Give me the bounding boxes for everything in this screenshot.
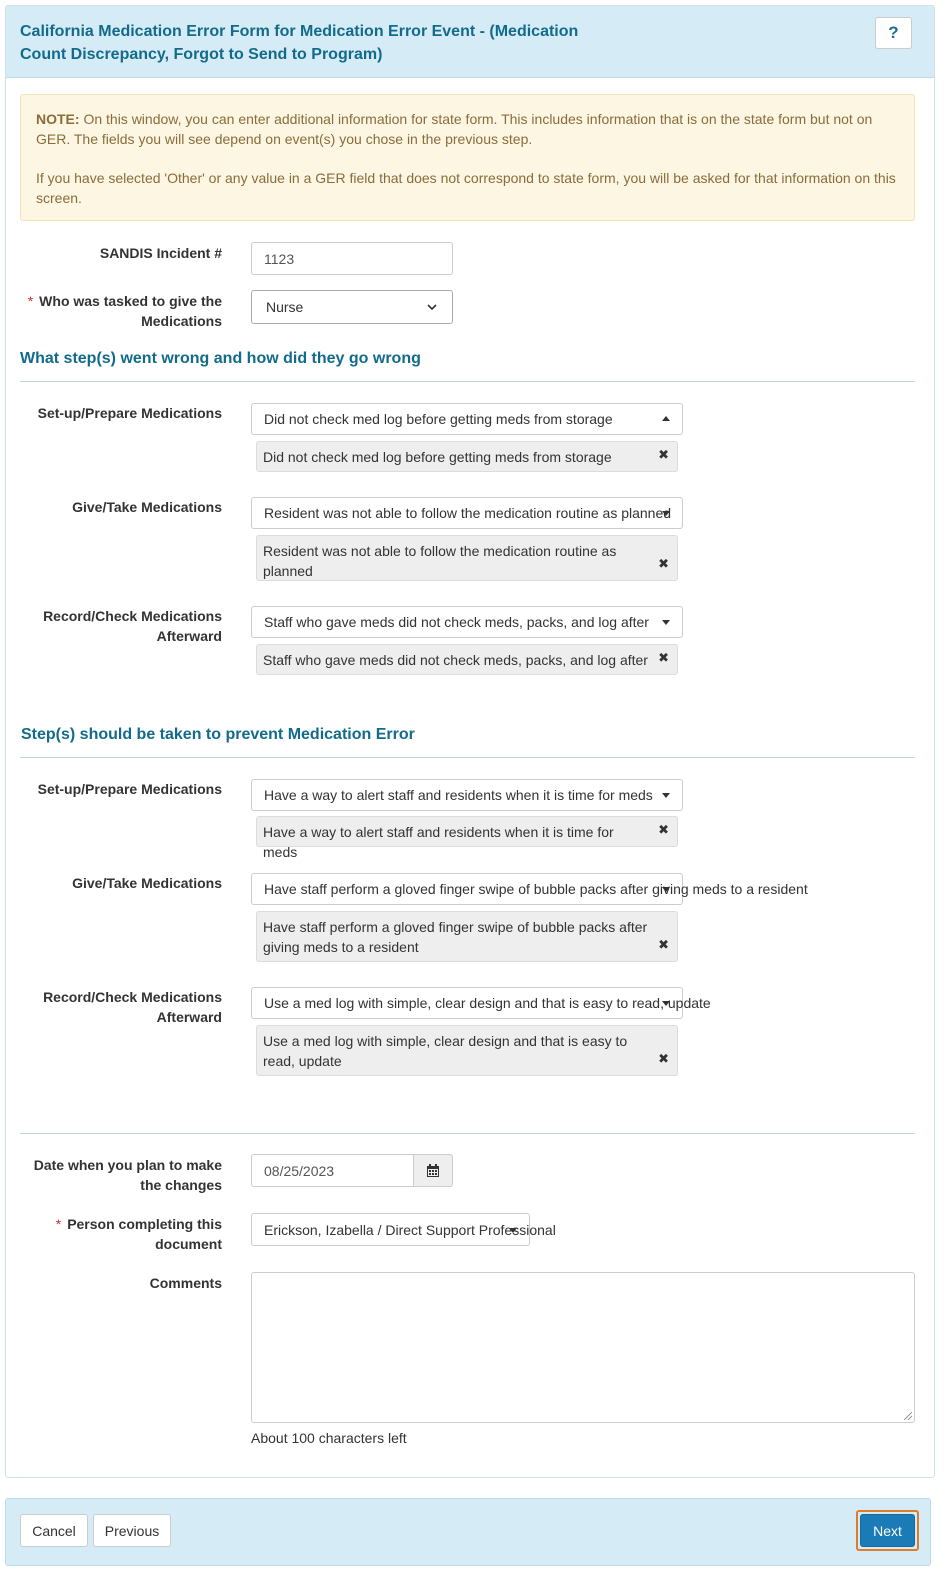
s1-setup-selected-chip	[256, 441, 678, 472]
required-marker: *	[55, 1216, 62, 1232]
next-button[interactable]: Next	[860, 1514, 915, 1547]
tasked-label-text: Who was tasked to give the Medications	[39, 293, 222, 329]
cancel-button[interactable]: Cancel	[20, 1514, 88, 1547]
person-dropdown[interactable]	[251, 1213, 556, 1246]
s1-give-dropdown-value: Resident was not able to follow the medication routine as planned	[264, 505, 672, 521]
s1-setup-chip-text: Did not check med log before getting meds from storage	[263, 449, 612, 465]
remove-icon[interactable]: ✖	[658, 1051, 669, 1066]
section-divider	[20, 757, 915, 758]
person-dropdown-value: Erickson, Izabella / Direct Support Professional	[264, 1221, 556, 1238]
s1-give-label: Give/Take Medications	[72, 499, 222, 515]
s1-record-label: Record/Check Medications Afterward	[43, 608, 222, 644]
person-label-text: Person completing this document	[67, 1216, 222, 1252]
note-text-2: If you have selected 'Other' or any value in a GER field that does not correspond to state form, you will be asked for that information on this screen.	[36, 170, 896, 206]
previous-button[interactable]: Previous	[93, 1514, 171, 1547]
s2-setup-chip-text: Have a way to alert staff and residents when it is time for meds	[263, 824, 614, 860]
required-marker: *	[27, 293, 34, 309]
note-alert	[20, 94, 915, 221]
s2-give-dropdown[interactable]	[251, 873, 808, 905]
remove-icon[interactable]: ✖	[658, 447, 669, 462]
comments-textarea[interactable]	[251, 1272, 915, 1423]
resize-handle-icon[interactable]	[904, 1412, 912, 1420]
sandis-input[interactable]: 1123	[251, 242, 453, 275]
note-text-1: On this window, you can enter additional information for state form. This includes information that is on the state form but not on GER. The fields you will see depend on event(s) you chose in the previous step.	[36, 111, 873, 147]
s2-setup-dropdown[interactable]	[251, 779, 683, 811]
s2-record-chip-text: Use a med log with simple, clear design and that is easy to read, update	[263, 1033, 628, 1069]
section-divider	[20, 381, 915, 382]
caret-up-icon	[662, 416, 670, 421]
person-label	[22, 1214, 222, 1254]
form-header	[6, 6, 934, 78]
s2-record-dropdown-value: Use a med log with simple, clear design and that is easy to read, update	[264, 995, 711, 1011]
s2-give-dropdown-value: Have staff perform a gloved finger swipe of bubble packs after giving meds to a resident	[264, 881, 808, 897]
caret-down-icon	[662, 793, 670, 798]
s1-give-dropdown[interactable]	[251, 497, 683, 529]
tasked-select-value: Nurse	[266, 299, 304, 315]
s1-record-dropdown[interactable]	[251, 606, 683, 638]
s2-setup-label: Set-up/Prepare Medications	[37, 781, 222, 797]
tasked-label	[22, 291, 222, 331]
chevron-down-icon	[426, 301, 438, 313]
s1-record-selected-chip	[256, 644, 678, 675]
remove-icon[interactable]: ✖	[658, 937, 669, 952]
section-prevention-title: Step(s) should be taken to prevent Medication Error	[21, 726, 415, 743]
plan-date-label: Date when you plan to make the changes	[33, 1157, 222, 1193]
s1-setup-label: Set-up/Prepare Medications	[37, 405, 222, 421]
calendar-button[interactable]	[413, 1154, 453, 1187]
section-divider	[20, 1133, 915, 1134]
s2-give-chip-text: Have staff perform a gloved finger swipe of bubble packs after giving meds to a resident	[263, 919, 648, 955]
s1-give-chip-text: Resident was not able to follow the medication routine as planned	[263, 543, 617, 579]
remove-icon[interactable]: ✖	[658, 556, 669, 571]
s2-record-label: Record/Check Medications Afterward	[43, 989, 222, 1025]
help-button[interactable]: ?	[875, 17, 912, 49]
plan-date-input[interactable]: 08/25/2023	[251, 1154, 414, 1187]
note-paragraph-1	[36, 109, 899, 149]
s1-setup-dropdown-value: Did not check med log before getting meds from storage	[264, 411, 613, 427]
remove-icon[interactable]: ✖	[658, 822, 669, 837]
chars-left-text: About 100 characters left	[251, 1430, 407, 1446]
note-prefix: NOTE:	[36, 111, 80, 127]
sandis-label: SANDIS Incident #	[99, 245, 222, 261]
caret-down-icon	[509, 1228, 517, 1233]
caret-down-icon	[662, 620, 670, 625]
s2-record-selected-chip	[256, 1025, 678, 1076]
section-what-went-wrong-title: What step(s) went wrong and how did they go wrong	[20, 350, 421, 367]
s2-give-selected-chip	[256, 911, 678, 962]
s2-record-dropdown[interactable]	[251, 987, 711, 1019]
s2-give-label: Give/Take Medications	[72, 875, 222, 891]
page-title: California Medication Error Form for Medication Error Event - (Medication Count Discrepancy, Forgot to Send to Program)	[20, 23, 579, 63]
s2-setup-selected-chip	[256, 816, 678, 860]
calendar-icon	[426, 1164, 440, 1178]
caret-down-icon	[662, 887, 670, 892]
s1-setup-dropdown[interactable]	[251, 403, 683, 435]
remove-icon[interactable]: ✖	[658, 650, 669, 665]
caret-down-icon	[662, 1001, 670, 1006]
tasked-select[interactable]	[251, 290, 453, 324]
s1-record-chip-text: Staff who gave meds did not check meds, packs, and log after	[263, 652, 648, 668]
comments-label: Comments	[149, 1275, 222, 1291]
caret-down-icon	[662, 511, 670, 516]
s1-give-selected-chip	[256, 535, 678, 581]
s2-setup-dropdown-value: Have a way to alert staff and residents when it is time for meds	[264, 787, 653, 803]
s1-record-dropdown-value: Staff who gave meds did not check meds, packs, and log after	[264, 614, 649, 630]
